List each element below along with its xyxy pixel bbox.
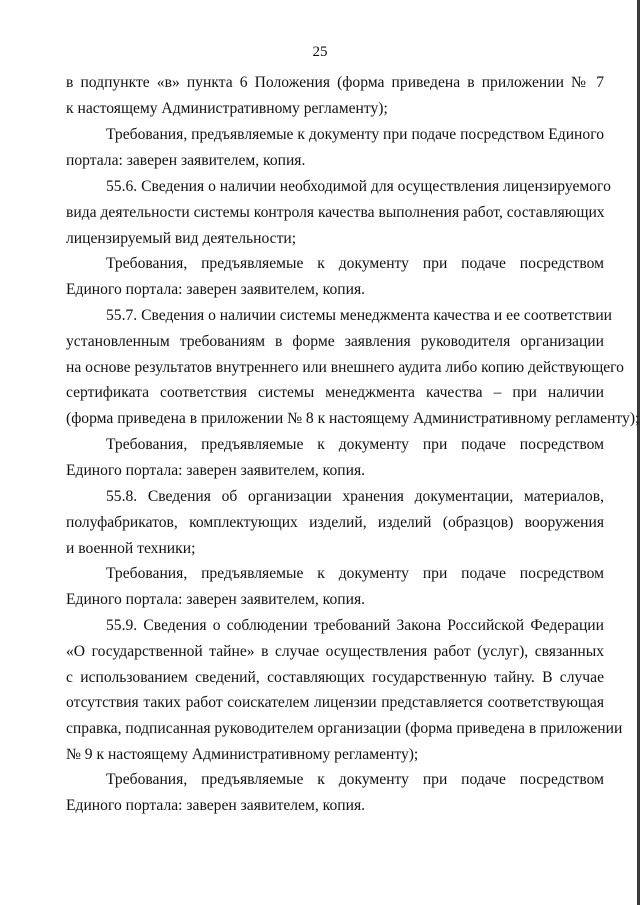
paragraph-line: полуфабрикатов, комплектующих изделий, изделий (образцов) вооружения — [66, 513, 604, 531]
paragraph-line: Единого портала: заверен заявителем, копия. — [66, 461, 366, 479]
paragraph-line: «О государственной тайне» в случае осуществления работ (услуг), связанных — [66, 642, 604, 660]
paragraph — [66, 70, 604, 122]
paragraph — [66, 303, 640, 432]
paragraph — [66, 174, 611, 251]
paragraph-line: № 9 к настоящему Административному регламенту); — [66, 745, 419, 763]
paragraph-line: на основе результатов внутреннего или внешнего аудита либо копию действующего — [66, 358, 624, 376]
paragraph-line: Требования, предъявляемые к документу при подаче посредством — [106, 255, 604, 272]
paragraph — [66, 613, 623, 768]
page-number: 25 — [312, 44, 328, 60]
paragraph-line: 55.8. Сведения об организации хранения документации, материалов, — [106, 488, 604, 505]
paragraph-line: Требования, предъявляемые к документу при подаче посредством — [106, 771, 604, 788]
paragraph-line: сертификата соответствия системы менеджмента качества – при наличии — [66, 384, 604, 402]
paragraph-line: 55.6. Сведения о наличии необходимой для осуществления лицензируемого — [106, 178, 611, 195]
paragraph — [66, 122, 604, 174]
paragraph-line: и военной техники; — [66, 539, 196, 557]
paragraph-line: (форма приведена в приложении № 8 к настоящему Административному регламенту); — [66, 410, 640, 428]
paragraph-line: к настоящему Административному регламенту); — [66, 99, 388, 117]
paragraph-line: лицензируемый вид деятельности; — [66, 229, 297, 247]
paragraph-line: Требования, предъявляемые к документу при подаче посредством Единого — [106, 126, 604, 143]
paragraph-line: в подпункте «в» пункта 6 Положения (форма приведена в приложении № 7 — [66, 74, 604, 91]
paragraph-line: Требования, предъявляемые к документу при подаче посредством — [106, 436, 604, 453]
paragraph — [66, 251, 604, 303]
paragraph-line: Единого портала: заверен заявителем, копия. — [66, 280, 366, 298]
paragraph — [66, 561, 604, 613]
paragraph — [66, 484, 604, 561]
paragraph-line: Требования, предъявляемые к документу при подаче посредством — [106, 565, 604, 582]
paragraph-line: Единого портала: заверен заявителем, копия. — [66, 590, 366, 608]
paragraph — [66, 767, 604, 819]
paragraph-line: Единого портала: заверен заявителем, копия. — [66, 796, 366, 814]
paragraph-line: отсутствия таких работ соискателем лицензии представляется соответствующая — [66, 694, 604, 712]
paragraph-line: вида деятельности системы контроля качества выполнения работ, составляющих — [66, 203, 605, 221]
paragraph — [66, 432, 604, 484]
paragraph-line: с использованием сведений, составляющих государственную тайну. В случае — [66, 668, 604, 686]
paragraph-line: 55.9. Сведения о соблюдении требований Закона Российской Федерации — [106, 617, 604, 634]
paragraph-line: 55.7. Сведения о наличии системы менеджмента качества и ее соответствии — [106, 307, 613, 324]
paragraph-line: справка, подписанная руководителем организации (форма приведена в приложении — [66, 720, 623, 738]
paragraph-line: портала: заверен заявителем, копия. — [66, 151, 306, 169]
paragraph-line: установленным требованиям в форме заявления руководителя организации — [66, 332, 604, 350]
